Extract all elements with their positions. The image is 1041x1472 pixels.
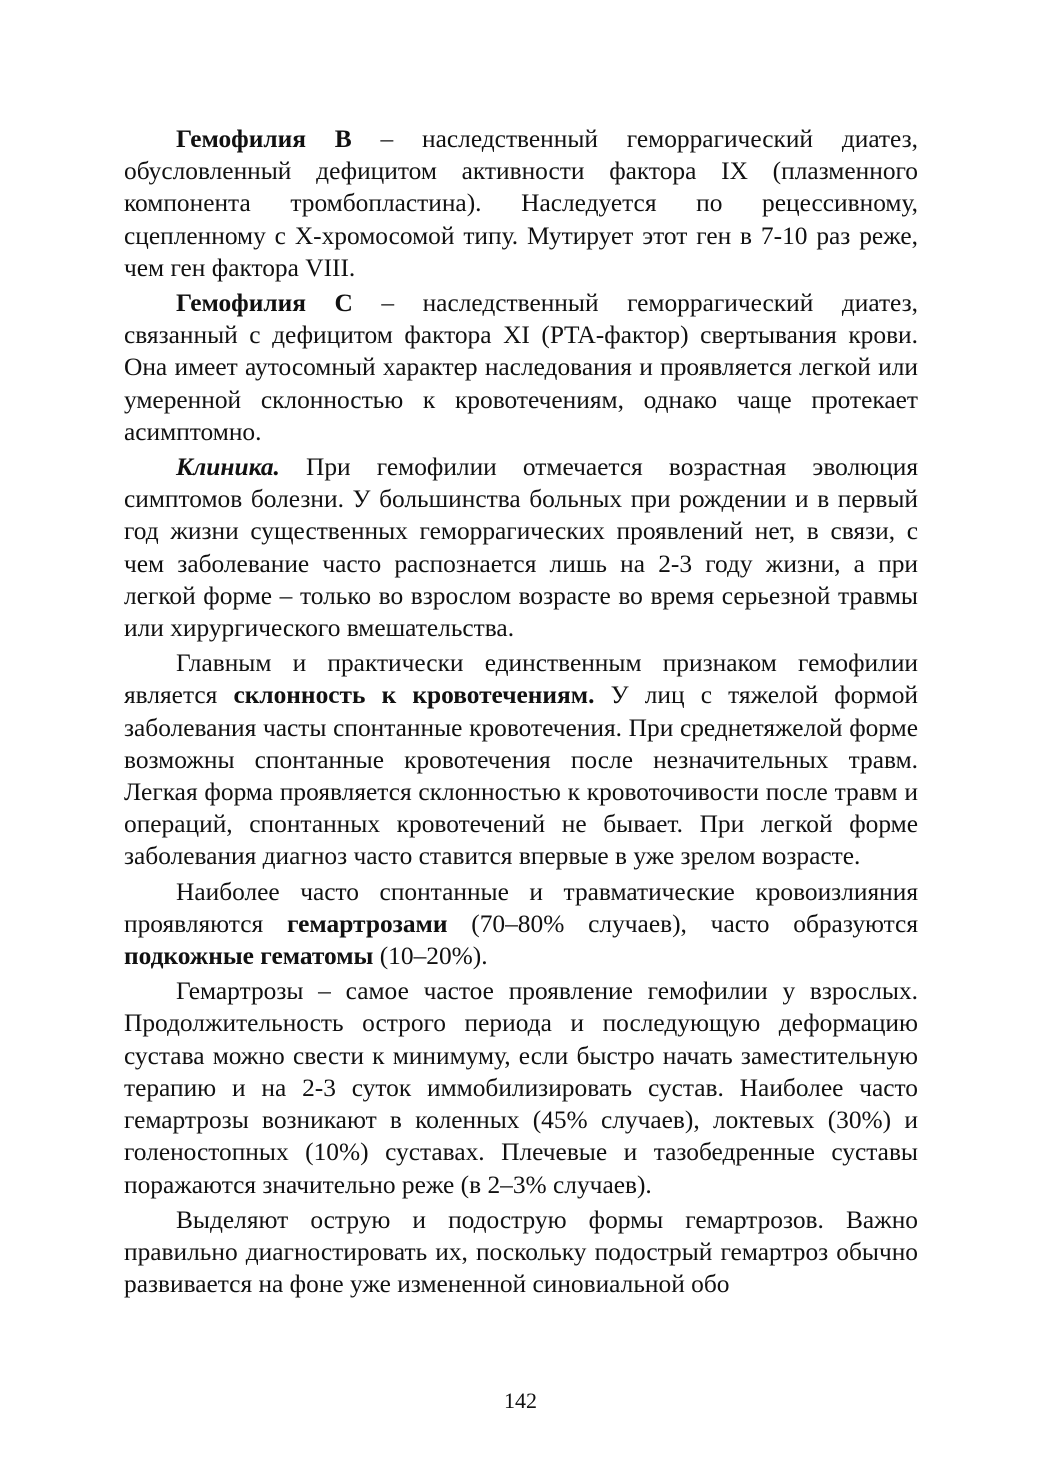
text-run: – наследственный геморрагический диатез, связанный с дефицитом фактора XI (PTA-фактор) свертывания крови. Она имеет аутосомный характер наследования и проявляется легкой или умеренной склонностью к кровотечениям, однако чаще протекает асимптомно. — [124, 289, 918, 446]
heading-run — [176, 453, 280, 481]
text-run: (70–80% случаев), часто образуются — [447, 909, 919, 938]
bold-term: гемартрозами — [286, 909, 448, 938]
paragraph-clinic — [124, 451, 918, 644]
paragraph-hemophilia-b — [124, 123, 918, 284]
text-run: – наследственный геморрагический диатез, обусловленный дефицитом активности фактора IX (плазменного компонента тромбопластина). Наследуется по рецессивному, сцепленному с Х-хромосомой типу. Мутирует этот ген в 7-10 раз реже, чем ген фактора VIII. — [124, 125, 918, 282]
paragraph-hemarthroses-frequency — [124, 876, 918, 973]
text-run: Гемартрозы – самое частое проявление гемофилии у взрослых. Продолжительность острого периода и последующую деформацию сустава можно свести к минимуму, если быстро начать заместительную терапию и на 2-3 суток иммобилизировать сустав. Наиболее часто гемартрозы возникают в коленных (45% случаев), локтевых (30%) и голеностопных (10%) суставах. Плечевые и тазобедренные суставы поражаются значительно реже (в 2–3% случаев). — [124, 977, 918, 1199]
text-run: При гемофилии отмечается возрастная эволюция симптомов болезни. У большинства больных при рождении и в первый год жизни существенных геморрагических проявлений нет, в связи, с чем заболевание часто распознается лишь на 2-3 году жизни, а при легкой форме – только во взрослом возрасте во время серьезной травмы или хирургического вмешательства. — [124, 453, 918, 643]
paragraph-acute-subacute — [124, 1204, 918, 1301]
bold-term: подкожные гематомы — [124, 942, 374, 971]
page-number: 142 — [504, 1388, 537, 1413]
text-run: Наиболее часто спонтанные и травматические кровоизлияния проявляются — [124, 877, 918, 938]
text-run: Выделяют острую и подострую формы гемартрозов. Важно правильно диагностировать их, поскольку подострый гемартроз обычно развивается на фоне уже измененной синовиальной обо — [124, 1205, 918, 1299]
text-run: Главным и практически единственным признаком гемофилии является — [124, 649, 918, 710]
text-run: У лиц с тяжелой формой заболевания часты спонтанные кровотечения. При среднетяжелой форме возможны спонтанные кровотечения после незначительных травм. Легкая форма проявляется склонностью к кровоточивости после травм и операций, спонтанных кровотечений не бывает. При легкой форме заболевания диагноз часто ставится впервые в уже зрелом возрасте. — [124, 681, 919, 871]
emphasis-text: Клиника. — [176, 453, 280, 482]
bold-term: Гемофилия В — [176, 125, 352, 153]
bold-term: склонность к кровотечениям. — [233, 681, 595, 710]
paragraph-hemarthroses-detail — [124, 975, 918, 1200]
page-body — [124, 123, 918, 1303]
paragraph-hemophilia-c — [124, 287, 918, 448]
text-run: (10–20%). — [373, 942, 488, 971]
paragraph-main-sign — [124, 647, 918, 872]
bold-term: Гемофилия С — [176, 289, 353, 318]
